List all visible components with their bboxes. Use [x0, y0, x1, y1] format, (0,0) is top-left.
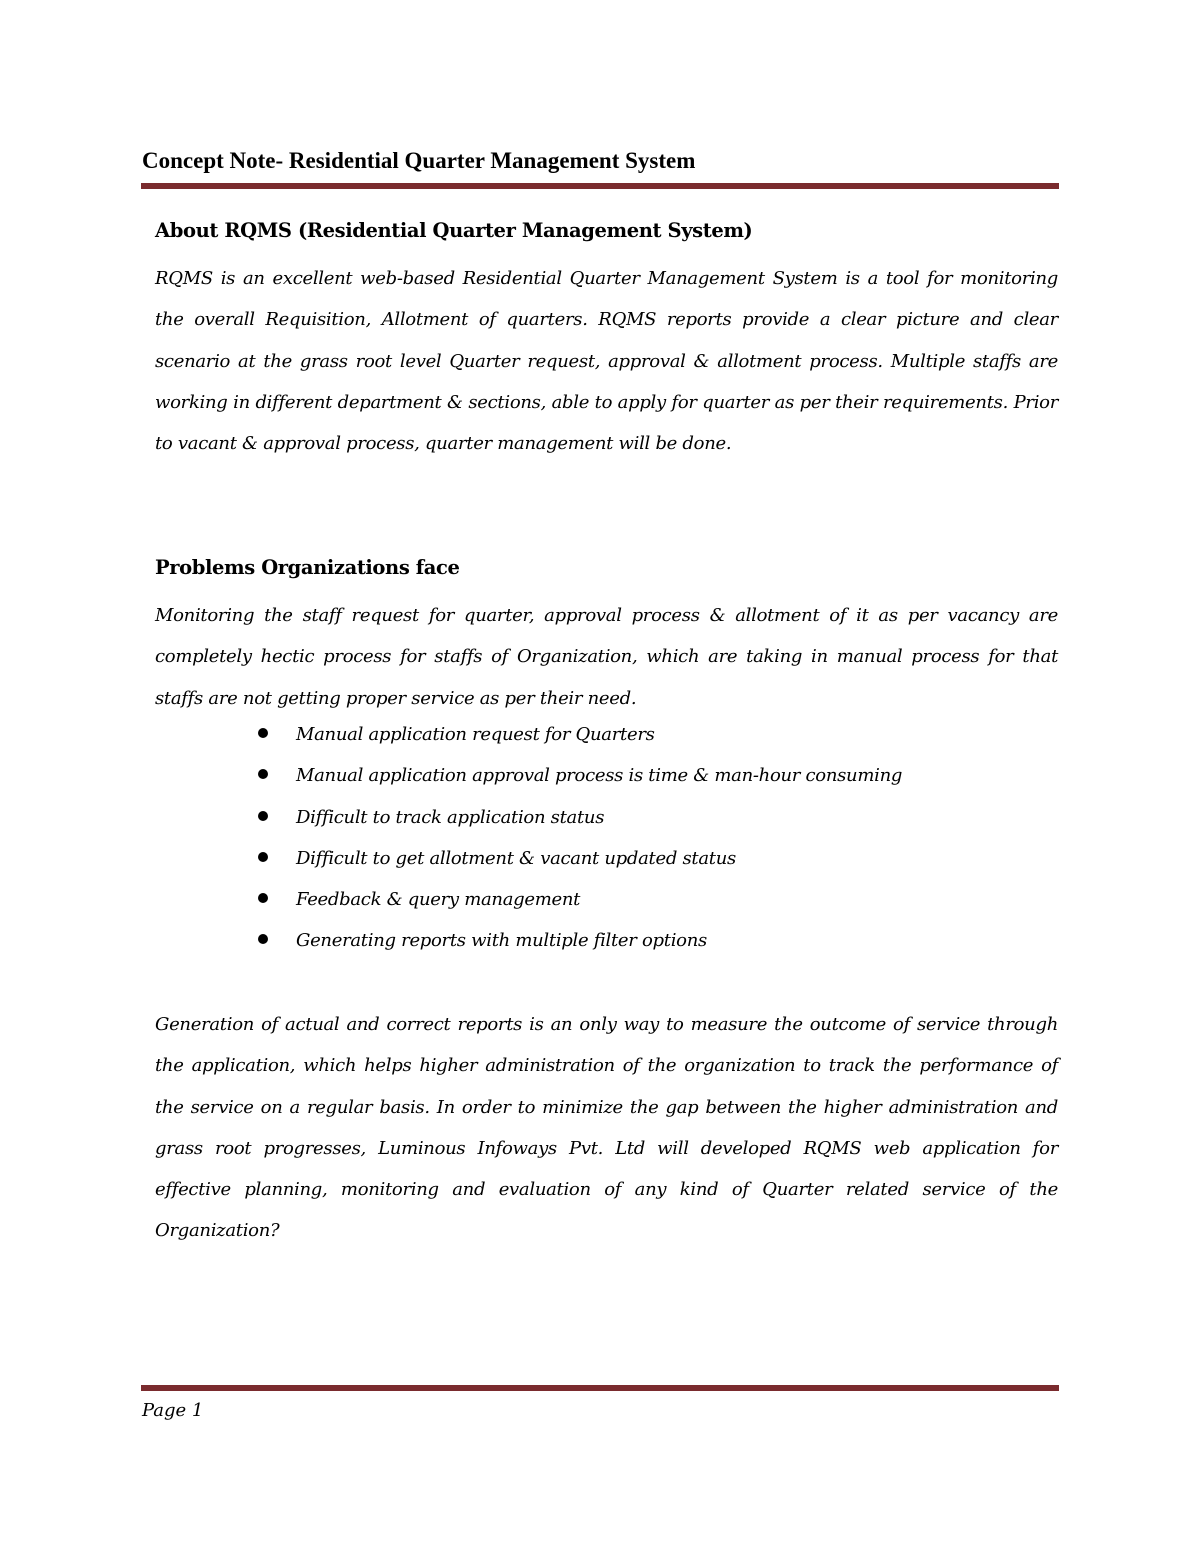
about-section	[155, 216, 1058, 464]
problems-heading: Problems Organizations face	[155, 556, 460, 579]
problems-paragraph: Monitoring the staff request for quarter, approval process & allotment of it as per vacancy are completely hectic process for staffs of Organization, which are taking in manual process for that staffs are not getting proper service as per their need.	[155, 605, 1058, 709]
document-title: Concept Note- Residential Quarter Management System	[142, 148, 696, 173]
list-item	[258, 714, 902, 755]
bullet-icon	[258, 728, 268, 738]
list-item-text: Manual application request for Quarters	[296, 724, 655, 745]
list-item-text: Generating reports with multiple filter options	[296, 930, 707, 952]
header-rule	[141, 183, 1059, 189]
bullet-icon	[258, 852, 268, 862]
list-item	[258, 755, 902, 796]
conclusion-section	[155, 1004, 1058, 1252]
list-item	[258, 797, 902, 838]
list-item	[258, 920, 902, 961]
conclusion-paragraph: Generation of actual and correct reports is an only way to measure the outcome of service through the application, which helps higher administration of the organization to track the performance of the service on a regular basis. In order to minimize the gap between the higher administration and grass root progresses, Luminous Infoways Pvt. Ltd will developed RQMS web application for effective planning, monitoring and evaluation of any kind of Quarter related service of the Organization?	[155, 1014, 1058, 1242]
about-heading: About RQMS (Residential Quarter Management System)	[155, 219, 753, 242]
bullet-icon	[258, 769, 268, 779]
page-number: Page 1	[142, 1400, 204, 1421]
problems-bullet-list	[258, 714, 902, 962]
footer-rule	[141, 1385, 1059, 1391]
problems-section	[155, 553, 1058, 719]
bullet-icon	[258, 811, 268, 821]
list-item	[258, 838, 902, 879]
bullet-icon	[258, 893, 268, 903]
list-item-text: Difficult to track application status	[296, 806, 605, 828]
list-item-text: Manual application approval process is time & man-hour consuming	[296, 765, 903, 787]
bullet-icon	[258, 934, 268, 944]
list-item-text: Difficult to get allotment & vacant updated status	[296, 847, 736, 869]
list-item-text: Feedback & query management	[296, 889, 581, 911]
about-paragraph: RQMS is an excellent web-based Residential Quarter Management System is a tool for monitoring the overall Requisition, Allotment of quarters. RQMS reports provide a clear picture and clear scenario at the grass root level Quarter request, approval & allotment process. Multiple staffs are working in different department & sections, able to apply for quarter as per their requirements. Prior to vacant & approval process, quarter management will be done.	[155, 268, 1058, 455]
list-item	[258, 879, 902, 920]
